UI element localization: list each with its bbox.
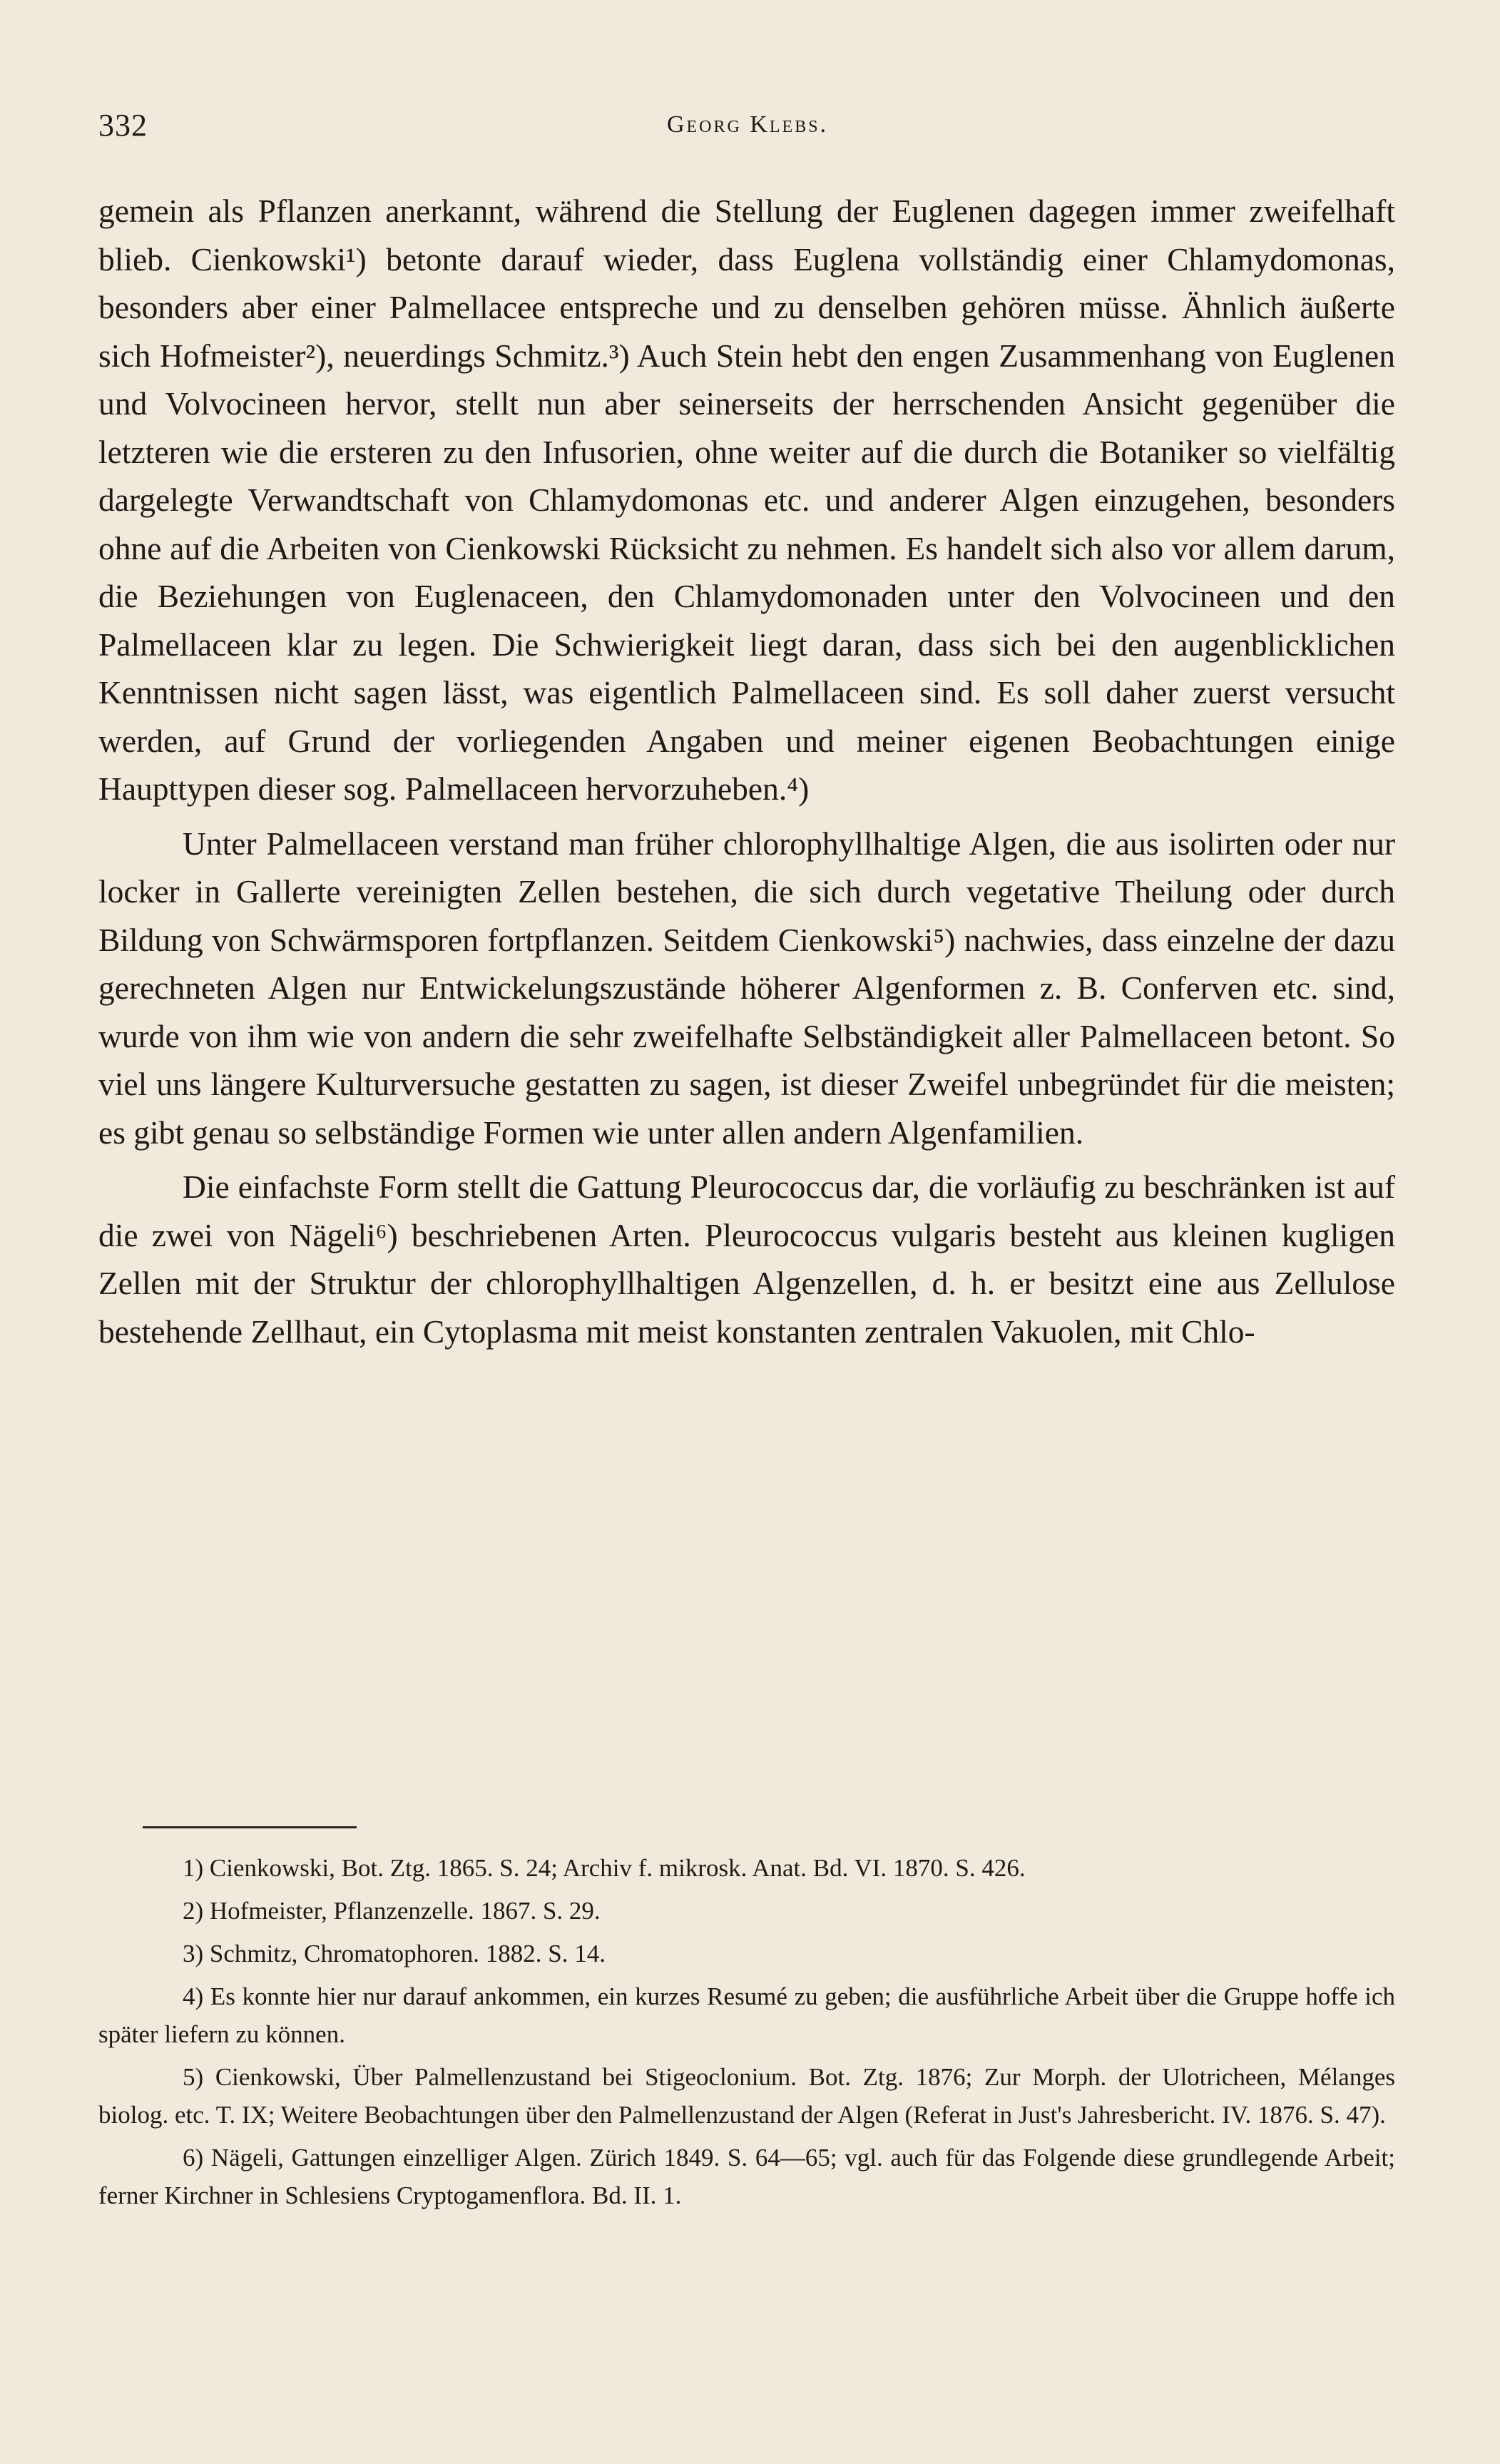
footnote-1: 1) Cienkowski, Bot. Ztg. 1865. S. 24; Archiv f. mikrosk. Anat. Bd. VI. 1870. S. 426. — [183, 1854, 1026, 1882]
paragraph-3: Die einfachste Form stellt die Gattung Pleurococcus dar, die vorläufig zu beschränken ist auf die zwei von Nägeli⁶) beschriebenen Arten. Pleurococcus vulgaris besteht aus kleinen kugligen Zellen mit der Struktur der chlorophyllhaltigen Algenzellen, d. h. er besitzt eine aus Zellulose bestehende Zellhaut, ein Cytoplasma mit meist konstanten zentralen Vakuolen, mit Chlo- — [98, 1169, 1395, 1350]
body-text — [98, 187, 1395, 1355]
footnote-2: 2) Hofmeister, Pflanzenzelle. 1867. S. 29. — [183, 1897, 601, 1925]
footnote-6: 6) Nägeli, Gattungen einzelliger Algen. Zürich 1849. S. 64—65; vgl. auch für das Folgende diese grundlegende Arbeit; ferner Kirchner in Schlesiens Cryptogamenflora. Bd. II. 1. — [98, 2144, 1395, 2209]
footnotes — [98, 1849, 1395, 2219]
page-number: 332 — [98, 108, 148, 143]
running-head: Georg Klebs. — [666, 111, 829, 138]
page-header — [98, 107, 1397, 157]
footnote-3: 3) Schmitz, Chromatophoren. 1882. S. 14. — [183, 1940, 606, 1967]
paragraph-2: Unter Palmellaceen verstand man früher chlorophyllhaltige Algen, die aus isolirten oder nur locker in Gallerte vereinigten Zellen bestehen, die sich durch vegetative Theilung oder durch Bildung von Schwärmsporen fortpflanzen. Seitdem Cienkowski⁵) nachwies, dass einzelne der dazu gerechneten Algen nur Entwickelungszustände höherer Algenformen z. B. Conferven etc. sind, wurde von ihm wie von andern die sehr zweifelhafte Selbständigkeit aller Palmellaceen betont. So viel uns längere Kulturversuche gestatten zu sagen, ist dieser Zweifel unbegründet für die meisten; es gibt genau so selbständige Formen wie unter allen andern Algenfamilien. — [98, 825, 1395, 1151]
footnote-rule — [143, 1826, 357, 1828]
footnote-4: 4) Es konnte hier nur darauf ankommen, ein kurzes Resumé zu geben; die ausführliche Arbeit über die Gruppe hoffe ich später liefern zu können. — [98, 1982, 1395, 2048]
footnote-5: 5) Cienkowski, Über Palmellenzustand bei Stigeoclonium. Bot. Ztg. 1876; Zur Morph. der Ulotricheen, Mélanges biolog. etc. T. IX; Weitere Beobachtungen über den Palmellenzustand der Algen (Referat in Just's Jahresbericht. IV. 1876. S. 47). — [98, 2063, 1395, 2129]
paragraph-1: gemein als Pflanzen anerkannt, während die Stellung der Euglenen dagegen immer zweifelhaft blieb. Cienkowski¹) betonte darauf wieder, dass Euglena vollständig einer Chlamydomonas, besonders aber einer Palmellacee entspreche und zu denselben gehören müsse. Ähnlich äußerte sich Hofmeister²), neuerdings Schmitz.³) Auch Stein hebt den engen Zusammenhang von Euglenen und Volvocineen hervor, stellt nun aber seinerseits der herrschenden Ansicht gegenüber die letzteren wie die ersteren zu den Infusorien, ohne weiter auf die durch die Botaniker so vielfältig dargelegte Verwandtschaft von Chlamydomonas etc. und anderer Algen einzugehen, besonders ohne auf die Arbeiten von Cienkowski Rücksicht zu nehmen. Es handelt sich also vor allem darum, die Beziehungen von Euglenaceen, den Chlamydomonaden unter den Volvocineen und den Palmellaceen klar zu legen. Die Schwierigkeit liegt daran, dass sich bei den augenblicklichen Kenntnissen nicht sagen lässt, was eigentlich Palmellaceen sind. Es soll daher zuerst versucht werden, auf Grund der vorliegenden Angaben und meiner eigenen Beobachtungen einige Haupttypen dieser sog. Palmellaceen hervorzuheben.⁴) — [98, 193, 1395, 807]
